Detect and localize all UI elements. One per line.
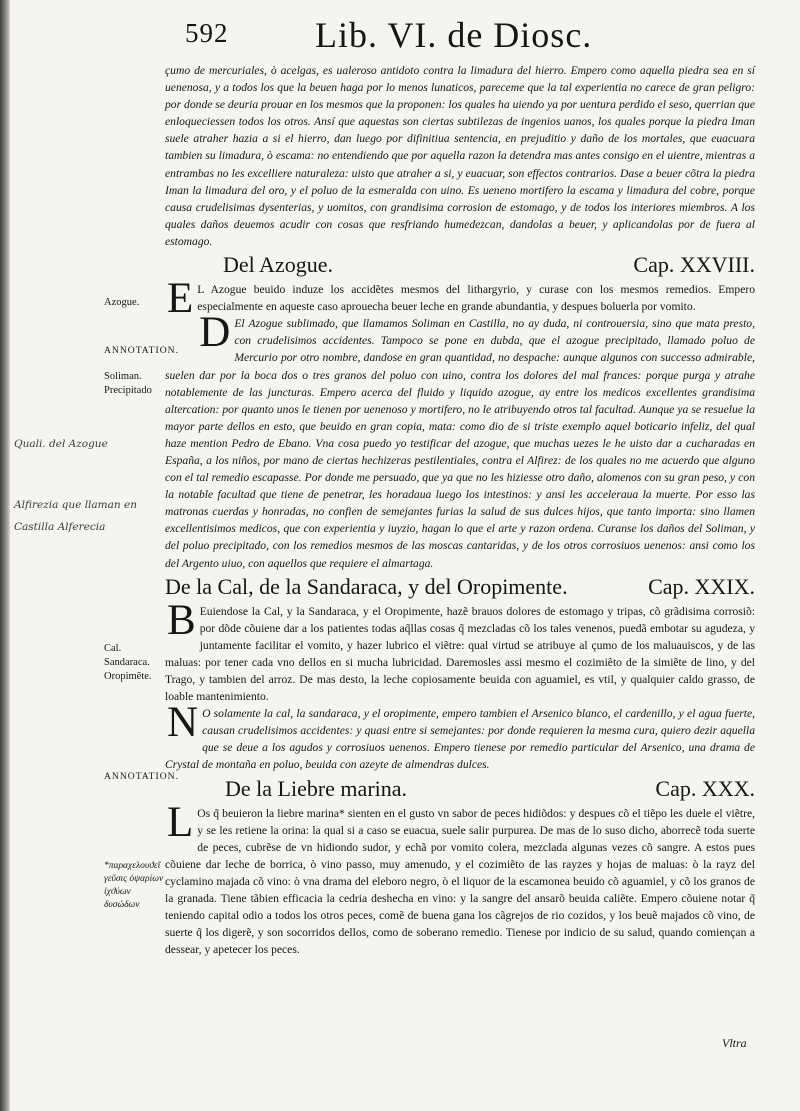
running-title: Lib. VI. de Diosc. — [315, 15, 593, 55]
margin-note-soliman: Soliman. — [104, 371, 142, 382]
margin-note-annotation: ANNOTATION. — [104, 345, 179, 356]
margin-note-azogue: Azogue. — [104, 297, 140, 308]
chapter-number: Cap. XXX. — [655, 775, 755, 801]
azogue-text: E L Azogue beuido induze los accidẽtes mesmos del lithargyrio, y curase con los mesmos remedios. Empero especialmente en aqueste caso aprouecha beuer leche en grande abundantia, y despues boluerla por vomito. — [167, 275, 755, 323]
handwritten-note-alfirezia: Alfirezia que llaman en Castilla Alferecia — [14, 499, 137, 533]
margin-note-cal: Cal. — [104, 643, 122, 654]
liebre-text: L Os q̃ beuieron la liebre marina* sienten en el gusto vn sabor de peces hidiõdos: y despues cõ el tiẽpo les duele el viẽtre, y se les retiene la orina: la qual si a caso se euacua, suele salir purpurea. De mas de lo suso dicho, aborrecẽ toda suerte de peces, cubrẽse de vn hidiondo sudor, y echã por vomito colera, mezclada algunas vezes cõ sangre. A estos pues cõuiene dar leche de borrica, ò vino passo, muy amenudo, y el cozimiẽto de las rayzes y hojas de maluas: ò la rayz del cyclamino majada cõ vino: ò vna drama del eleboro negro, ò el liquor de la escamonea beuido cõ aguamiel, y cõ los granos de la granada. Tiene tãbien efficacia la cedria deshecha en vino: y la sangre del ansarõ beuida caliẽte. Empero cõuiene notar q̃ teniendo capital odio a todos los otros peces, comẽ de buena gana los cãgrejos de rio cozidos, y los beuẽ majados cõ vino, de suerte q̃ los digerẽ, y son socorridos dellos, como de soberano remedio. Tienese por indicio de su salud, quando comiençan a dessear, y apetecer los peces. — [165, 798, 755, 957]
catchword: Vltra — [722, 1036, 747, 1050]
margin-note-annotation-2: ANNOTATION. — [104, 771, 179, 782]
drop-cap: D — [199, 309, 231, 357]
chapter-title: De la Liebre marina. — [225, 775, 408, 801]
margin-note-precipitado: Precipitado — [104, 385, 152, 396]
azogue-annotation: D El Azogue sublimado, que llamamos Soliman en Castilla, no ay duda, ni controuersia, sino que mata presto, con crudelisimos accidentes. Tampoco se pone en dubda, que el azogue precipitado, llamado poluo de Mercurio por otro nombre, dandose en gran quantidad, no despache: aunque algunos con successo admirable, suelen dar por la boca dos o tres granos del poluo con uino, contra los dolores del mal frances: porque purga y atrahe notablemente de las juncturas. Empero acerca del fluido y liquido azogue, ay entre los medicos excellentes grandisima altercation: por quanto unos le tienen por uenenoso y mortifero, no le atribuyendo otros tal facultad. Aunque ya se resuelue la mayor parte dellos en esto, que beuido en gran copia, mata: como dio de si triste exemplo aquel boticario infeliz, del qual haze mention Pedro de Ebano. Vna cosa puedo yo testificar del azogue, que muchas uezes le he uisto dar a cucharadas en España, a los niños, por mano de ciertas hechizeras pestilentiales, contra el Alfirez: de los quales no me acuerdo que alguno con el tal remedio escapasse. Por donde me persuado, que ya que no les hiziesse otro daño, alomenos con su gran peso, y con la notable facultad que tiene de penetrar, les horadaua luego los intestinos: y ansi les acceleraua la muerte. Por esso las matronas cuerdas y honradas, no confien de semejantes furias la salud de sus dulces hijos, que tanto importa: sino llamen excellentisimos medicos, que con experientia y iuyzio, hagan lo que el arte y razon ordena. Curanse los daños del Soliman, y del poluo precipitado, con los remedios mesmos de las moscas cantaridas, y de los otros corrosiuos uenenos: ansi como los del Argento uiuo, con aquellos que requiere el almartaga. — [165, 309, 755, 570]
page-number: 592 — [185, 18, 229, 48]
margin-note-sandaraca: Sandaraca. — [104, 657, 150, 668]
cal-text: B Euiendose la Cal, y la Sandaraca, y el Oropimente, hazẽ brauos dolores de estomago y tripas, cõ grãdisima corrosiõ: por dõde cõuiene dar a los patientes todas aq̃llas cosas q̃ mezcladas cõ los tales venenos, puedã embotar su agudeza, y juntamente facilitar el vomito, y hazer lubrico el viẽtre: qual virtud se atribuye al çumo de los maluauiscos, y de las maluas: por tener cada vno dellos en si mucha lubricidad. Daremosles assi mesmo el cozimiẽto de la simiẽte de lino, y del Trago, y tambien del arroz. De mas desto, la leche copiosamente beuida con aguamiel, es vtil, y qualquier caldo grasso, de loable mantenimiento. — [165, 596, 755, 704]
drop-cap: B — [167, 596, 196, 644]
chapter-number: Cap. XXIX. — [648, 573, 755, 599]
handwritten-note-quali: Quali. del Azogue — [14, 438, 108, 450]
chapter-heading-liebre — [165, 776, 755, 802]
chapter-heading-azogue — [165, 252, 755, 278]
drop-cap: L — [167, 798, 194, 846]
margin-note-oropimente: Oropimẽte. — [104, 671, 152, 682]
margin-note-greek: *παραχελουϑεῖ γεῦσις ὀψαρίων ἰχϑύων δυσώδων — [104, 861, 164, 910]
cal-annotation: N O solamente la cal, la sandaraca, y el oropimente, empero tambien el Arsenico blanco, el cardenillo, y el agua fuerte, causan crudelisimos accidentes: y quasi entre si semejantes: por donde requieren la mesma cura, quiero dezir aquella que se deue a los agudos y corrosiuos uenenos. Empero tienese por remedio particular del Arsenico, una drama de Crystal de montaña en poluo, beuida con azeyte de almendras dulces. — [165, 699, 755, 772]
chapter-title: De la Cal, de la Sandaraca, y del Oropimente. — [165, 573, 568, 599]
chapter-heading-cal — [165, 574, 755, 600]
drop-cap: E — [167, 275, 194, 323]
main-text — [165, 62, 755, 958]
chapter-number: Cap. XXVIII. — [633, 252, 755, 278]
book-gutter — [0, 0, 10, 1111]
intro-paragraph: çumo de mercuriales, ò acelgas, es ualeroso antidoto contra la limadura del hierro. Empero como aquella piedra sea en sí uenenosa, y a todos los que la beuen haga por lo menos lunaticos, pareceme que la tal experientia no carece de gran peligro: por donde se deuria prouar en los mesmos que la proponen: los quales ha uiendo ya por uentura perdido el seso, querrian que enloqueciessen todos los otros. Ansí que aquestas son ciertas subtilezas de ingenios uanos, los quales porque la piedra Iman suele atraher hazia a si el hierro, dan luego por difinitiua sentencia, en prejuditio y daño de los mortales, que euacuara tambien su limadura, ò escama: no entendiendo que por aquella razon la detendra mas antes consigo en el uientre, mientras a entrambas no les excelliere naturaleza: uisto que atraher a si, y euacuar, son effectos contrarios. Dase a beuer cõtra la piedra Iman la limadura del oro, y el poluo de la esmeralda con uino. Es ueneno mortifero la escama y limadura del cobre, porque causa crudelisimas dysenterias, y uomitos, con grandisima corrosion de estomago, y de todos los interiores miembros. A los quales daños deuemos acudir con cosas que resfriando humedezcan, dandolas a beuer, y aplicandolas por de fuera al estomago. — [165, 64, 755, 248]
drop-cap: N — [167, 699, 199, 747]
chapter-title: Del Azogue. — [223, 252, 333, 278]
page-header — [185, 16, 725, 56]
